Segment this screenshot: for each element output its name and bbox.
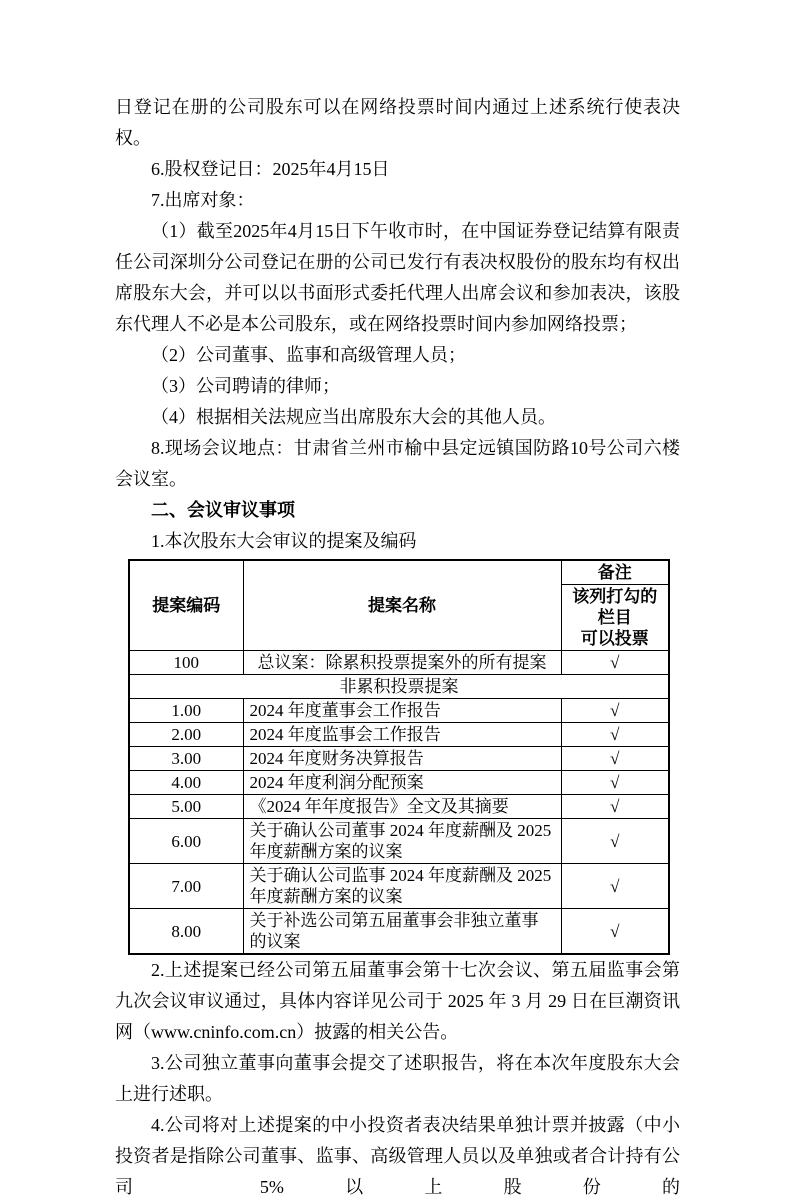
table-row bbox=[129, 795, 669, 819]
vote-check-cell: √ bbox=[561, 795, 669, 819]
proposal-code-cell: 1.00 bbox=[129, 699, 243, 723]
closing-paragraph-2: 2.上述提案已经公司第五届董事会第十七次会议、第五届监事会第九次会议审议通过，具体内容详见公司于 2025 年 3 月 29 日在巨潮资讯网（www.cninfo.com.cn）披露的相关公告。 bbox=[115, 960, 680, 1042]
attendee-item-1: （1）截至2025年4月15日下午收市时，在中国证券登记结算有限责任公司深圳分公司登记在册的公司已发行有表决权股份的股东均有权出席股东大会，并可以以书面形式委托代理人出席会议和参加表决，该股东代理人不必是本公司股东，或在网络投票时间内参加网络投票； bbox=[115, 221, 680, 334]
proposal-name-cell: 2024 年度利润分配预案 bbox=[243, 771, 561, 795]
meeting-venue-line: 8.现场会议地点：甘肃省兰州市榆中县定远镇国防路10号公司六楼会议室。 bbox=[115, 438, 680, 489]
proposal-code-cell: 5.00 bbox=[129, 795, 243, 819]
vote-check-cell: √ bbox=[561, 864, 669, 909]
closing-paragraph-3: 3.公司独立董事向董事会提交了述职报告，将在本次年度股东大会上进行述职。 bbox=[115, 1053, 680, 1104]
vote-check-cell: √ bbox=[561, 909, 669, 955]
proposal-code-cell: 8.00 bbox=[129, 909, 243, 955]
proposal-name-cell: 《2024 年年度报告》全文及其摘要 bbox=[243, 795, 561, 819]
group-label-cell: 非累积投票提案 bbox=[129, 675, 669, 699]
section-heading: 二、会议审议事项 bbox=[151, 500, 295, 520]
vote-check-cell: √ bbox=[561, 771, 669, 795]
proposal-code-cell: 7.00 bbox=[129, 864, 243, 909]
proposal-table bbox=[128, 559, 670, 955]
proposal-name-cell: 2024 年度财务决算报告 bbox=[243, 747, 561, 771]
proposal-name-cell: 2024 年度董事会工作报告 bbox=[243, 699, 561, 723]
table-group-row bbox=[129, 675, 669, 699]
vote-check-cell: √ bbox=[561, 819, 669, 864]
table-header-row bbox=[129, 560, 669, 585]
table-row bbox=[129, 909, 669, 955]
vote-check-cell: √ bbox=[561, 723, 669, 747]
header-note-sub bbox=[561, 585, 669, 651]
proposal-name-cell: 关于确认公司董事 2024 年度薪酬及 2025 年度薪酬方案的议案 bbox=[243, 819, 561, 864]
proposal-code-cell: 4.00 bbox=[129, 771, 243, 795]
header-proposal-code: 提案编码 bbox=[129, 560, 243, 651]
proposal-code-cell: 2.00 bbox=[129, 723, 243, 747]
attendees-heading-line: 7.出席对象： bbox=[151, 190, 255, 210]
proposal-name-cell: 2024 年度监事会工作报告 bbox=[243, 723, 561, 747]
body-paragraph-continuation: 日登记在册的公司股东可以在网络投票时间内通过上述系统行使表决权。 bbox=[115, 97, 680, 148]
record-date-line: 6.股权登记日：2025年4月15日 bbox=[151, 159, 390, 179]
vote-check-cell: √ bbox=[561, 699, 669, 723]
table-caption: 1.本次股东大会审议的提案及编码 bbox=[151, 531, 417, 551]
attendee-item-4: （4）根据相关法规应当出席股东大会的其他人员。 bbox=[151, 407, 556, 427]
table-row bbox=[129, 864, 669, 909]
proposal-code-cell: 100 bbox=[129, 651, 243, 675]
proposal-name-cell: 总议案：除累积投票提案外的所有提案 bbox=[243, 651, 561, 675]
table-row bbox=[129, 819, 669, 864]
proposal-name-cell: 关于确认公司监事 2024 年度薪酬及 2025 年度薪酬方案的议案 bbox=[243, 864, 561, 909]
closing-paragraph-4: 4.公司将对上述提案的中小投资者表决结果单独计票并披露（中小投资者是指除公司董事、监事、高级管理人员以及单独或者合计持有公司 5%以上股份的 bbox=[115, 1115, 680, 1197]
attendee-item-3: （3）公司聘请的律师； bbox=[151, 376, 340, 396]
table-row-general bbox=[129, 651, 669, 675]
header-note-sub-line-2: 可以投票 bbox=[580, 629, 649, 648]
table-row bbox=[129, 723, 669, 747]
proposal-name-cell: 关于补选公司第五届董事会非独立董事的议案 bbox=[243, 909, 561, 955]
header-proposal-name: 提案名称 bbox=[243, 560, 561, 651]
table-row bbox=[129, 771, 669, 795]
header-note: 备注 bbox=[561, 560, 669, 585]
table-row bbox=[129, 747, 669, 771]
attendee-item-2: （2）公司董事、监事和高级管理人员； bbox=[151, 345, 466, 365]
proposal-code-cell: 3.00 bbox=[129, 747, 243, 771]
header-note-sub-line-1: 该列打勾的栏目 bbox=[572, 587, 658, 627]
table-row bbox=[129, 699, 669, 723]
vote-check-cell: √ bbox=[561, 747, 669, 771]
proposal-code-cell: 6.00 bbox=[129, 819, 243, 864]
vote-check-cell: √ bbox=[561, 651, 669, 675]
